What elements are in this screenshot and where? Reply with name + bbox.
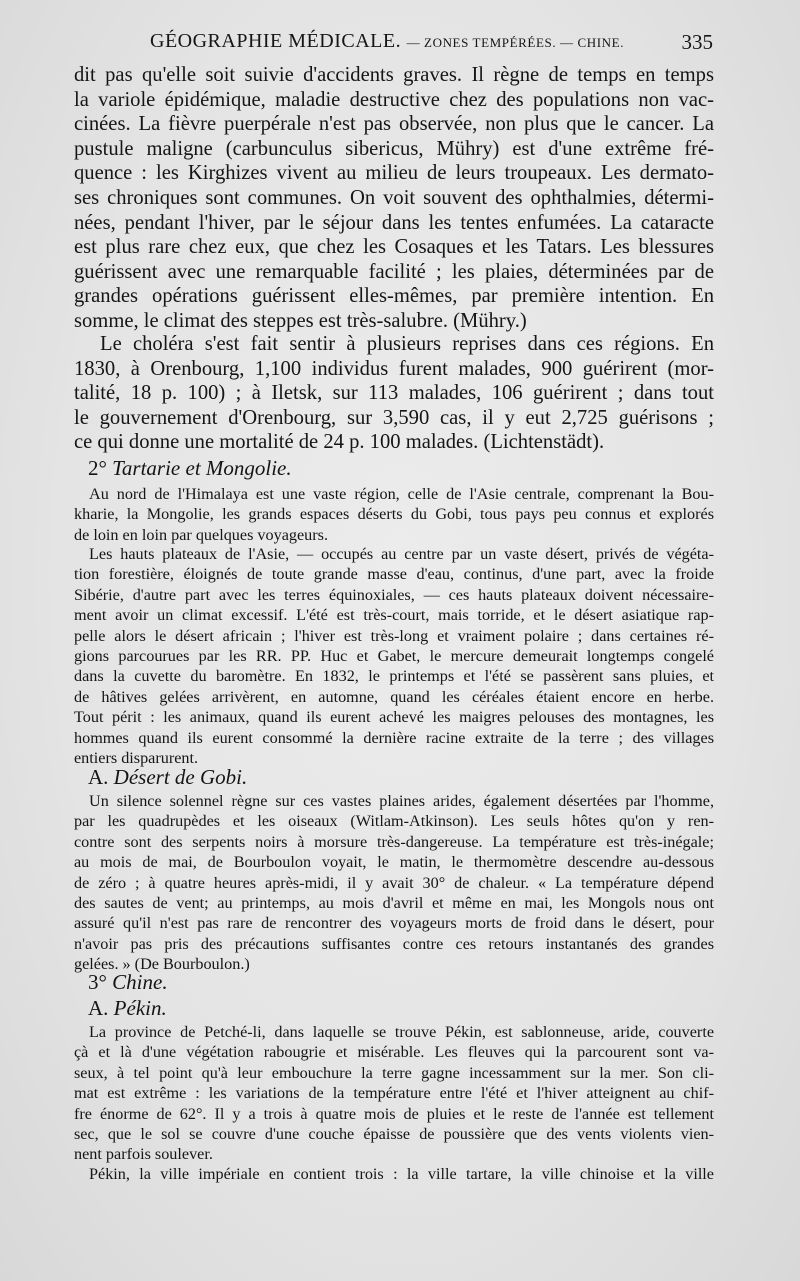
text-line: seux, à tel point qu'à leur embouchure la terre gagne incessamment sur la mer. Son cli- [74, 1063, 714, 1082]
text-line: Pékin, la ville impériale en contient trois : la ville tartare, la ville chinoise et la ville [89, 1165, 714, 1183]
page-number: 335 [681, 30, 713, 54]
paragraph-asie-centrale [74, 484, 714, 545]
heading-number: 3° [88, 970, 107, 994]
text-line: au mois de mai, de Bourboulon voyait, le matin, le thermomètre descendre au-dessous [74, 853, 714, 872]
text-line: de loin en loin par quelques voyageurs. [74, 525, 328, 544]
paragraph-pekin-villes [74, 1164, 714, 1184]
text-line: dit pas qu'elle soit suivie d'accidents graves. Il règne de temps en temps [74, 64, 714, 86]
header-title [150, 30, 624, 53]
text-line: la variole épidémique, maladie destructive chez des populations non vac- [74, 88, 714, 111]
heading-number: A. [88, 996, 109, 1020]
heading-desert-gobi [88, 765, 247, 789]
text-line: çà et là d'une végétation rabougrie et misérable. Les fleuves qui la parcourent sont va- [74, 1043, 714, 1062]
heading-tartarie-mongolie [88, 456, 292, 480]
text-line: de hâtives gelées arrivèrent, en automne, quand les céréales étaient encore en herbe. [74, 687, 714, 706]
text-line: le gouvernement d'Orenbourg, sur 3,590 cas, il y eut 2,725 guérisons ; [74, 406, 714, 429]
heading-number: 2° [88, 456, 107, 480]
heading-pekin [88, 996, 167, 1020]
heading-text: Désert de Gobi. [113, 765, 248, 789]
text-line: pustule maligne (carbunculus sibericus, Mühry) est d'une extrême fré- [74, 137, 714, 160]
text-line: cinées. La fièvre puerpérale n'est pas observée, non plus que le cancer. La [74, 113, 714, 136]
text-line: n'avoir pas pris des précautions suffisantes contre ces retours instantanés des grandes [74, 934, 714, 953]
paragraph-hauts-plateaux [74, 544, 714, 768]
text-line: grandes opérations guérissent elles-mêmes, par première intention. En [74, 285, 714, 308]
text-line: nent parfois soulever. [74, 1145, 213, 1164]
text-line: 1830, à Orenbourg, 1,100 individus furent malades, 900 guérirent (mor- [74, 357, 714, 380]
text-line: somme, le climat des steppes est très-salubre. (Mühry.) [74, 309, 527, 332]
paragraph-gobi [74, 791, 714, 975]
text-line: contre sont des serpents noirs à morsure très-dangereuse. La température est très-inégale; [74, 832, 714, 851]
paragraph-petche-li [74, 1022, 714, 1165]
paragraph-cholera [74, 332, 714, 455]
header-title-sub: — ZONES TEMPÉRÉES. — CHINE. [406, 35, 625, 50]
text-line: quence : les Kirghizes vivent au milieu de leurs troupeaux. Les dermato- [74, 162, 714, 185]
text-line: mat est extrême : les variations de la température entre l'été et l'hiver atteignent au chif- [74, 1084, 714, 1103]
text-line: sec, que le sol se couvre d'une couche épaisse de poussière que des vents violents vien- [74, 1125, 714, 1144]
text-line: gions parcourues par les RR. PP. Huc et Gabet, le mercure demeurait longtemps congelé [74, 647, 714, 666]
text-line: Un silence solennel règne sur ces vastes plaines arides, également désertées par l'homme, [89, 792, 714, 810]
text-line: par les quadrupèdes et les oiseaux (Witlam-Atkinson). Les seuls hôtes qu'on y ren- [74, 812, 714, 831]
heading-text: Chine. [112, 970, 168, 994]
heading-text: Tartarie et Mongolie. [112, 456, 292, 480]
text-line: des sautes de vent; au printemps, au mois d'avril et même en mai, les Mongols nous ont [74, 894, 714, 913]
text-line: talité, 18 p. 100) ; à Iletsk, sur 113 malades, 106 guérirent ; dans tout [74, 382, 714, 405]
text-line: gelées. » (De Bourboulon.) [74, 955, 250, 974]
text-line: tion forestière, éloignés de toute grande masse d'eau, continus, d'une part, avec la froide [74, 565, 714, 584]
text-line: de zéro ; à quatre heures après-midi, il y avait 30° de chaleur. « La température dépend [74, 873, 714, 892]
heading-text: Pékin. [113, 996, 167, 1020]
text-line: assuré qu'il n'est pas rare de rencontrer des voyageurs morts de froid dans le désert, pour [74, 914, 714, 933]
heading-number: A. [88, 765, 109, 789]
text-line: ses chroniques sont communes. On voit souvent des ophthalmies, détermi- [74, 186, 714, 209]
heading-chine [88, 970, 168, 994]
text-line: Les hauts plateaux de l'Asie, — occupés au centre par un vaste désert, privés de végéta- [89, 545, 714, 563]
text-line: ce qui donne une mortalité de 24 p. 100 malades. (Lichtenstädt). [74, 431, 605, 454]
text-line: Sibérie, d'autre part avec les terres équinoxiales, — ces hauts plateaux doivent nécessaire- [74, 585, 714, 604]
text-line: Le choléra s'est fait sentir à plusieurs reprises dans ces régions. En [100, 333, 714, 355]
text-line: La province de Petché-li, dans laquelle se trouve Pékin, est sablonneuse, aride, couverte [89, 1023, 714, 1041]
text-line: pelle alors le désert africain ; l'hiver est très-long et vraiment polaire ; dans certaines ré- [74, 626, 714, 645]
text-line: nées, pendant l'hiver, par le séjour dans les tentes enfumées. La cataracte [74, 211, 714, 234]
header-title-main: GÉOGRAPHIE MÉDICALE. [150, 30, 402, 52]
text-line: hommes quand ils eurent consommé la dernière racine extraite de la terre ; des villages [74, 728, 714, 747]
text-line: est plus rare chez eux, que chez les Cosaques et les Tatars. Les blessures [74, 236, 714, 259]
text-line: guérissent avec une remarquable facilité ; les plaies, déterminées par de [74, 260, 714, 283]
running-header [0, 30, 800, 54]
text-line: Tout périt : les animaux, quand ils eurent achevé les maigres pelouses des montagnes, les [74, 708, 714, 727]
text-line: ment avoir un climat excessif. L'été est très-court, mais torride, et le désert asiatique rap- [74, 606, 714, 625]
text-line: kharie, la Mongolie, les grands espaces déserts du Gobi, tous pays peu connus et explorés [74, 505, 714, 524]
text-line: fre énorme de 62°. Il y a trois à quatre mois de pluies et le reste de l'année est tellement [74, 1104, 714, 1123]
paragraph-kirghiz-diseases [74, 63, 714, 334]
text-line: dans la cuvette du baromètre. En 1832, le printemps et l'été se passèrent sans pluies, et [74, 667, 714, 686]
text-line: Au nord de l'Himalaya est une vaste région, celle de l'Asie centrale, comprenant la Bou- [89, 485, 714, 503]
text-line: entiers disparurent. [74, 749, 199, 768]
